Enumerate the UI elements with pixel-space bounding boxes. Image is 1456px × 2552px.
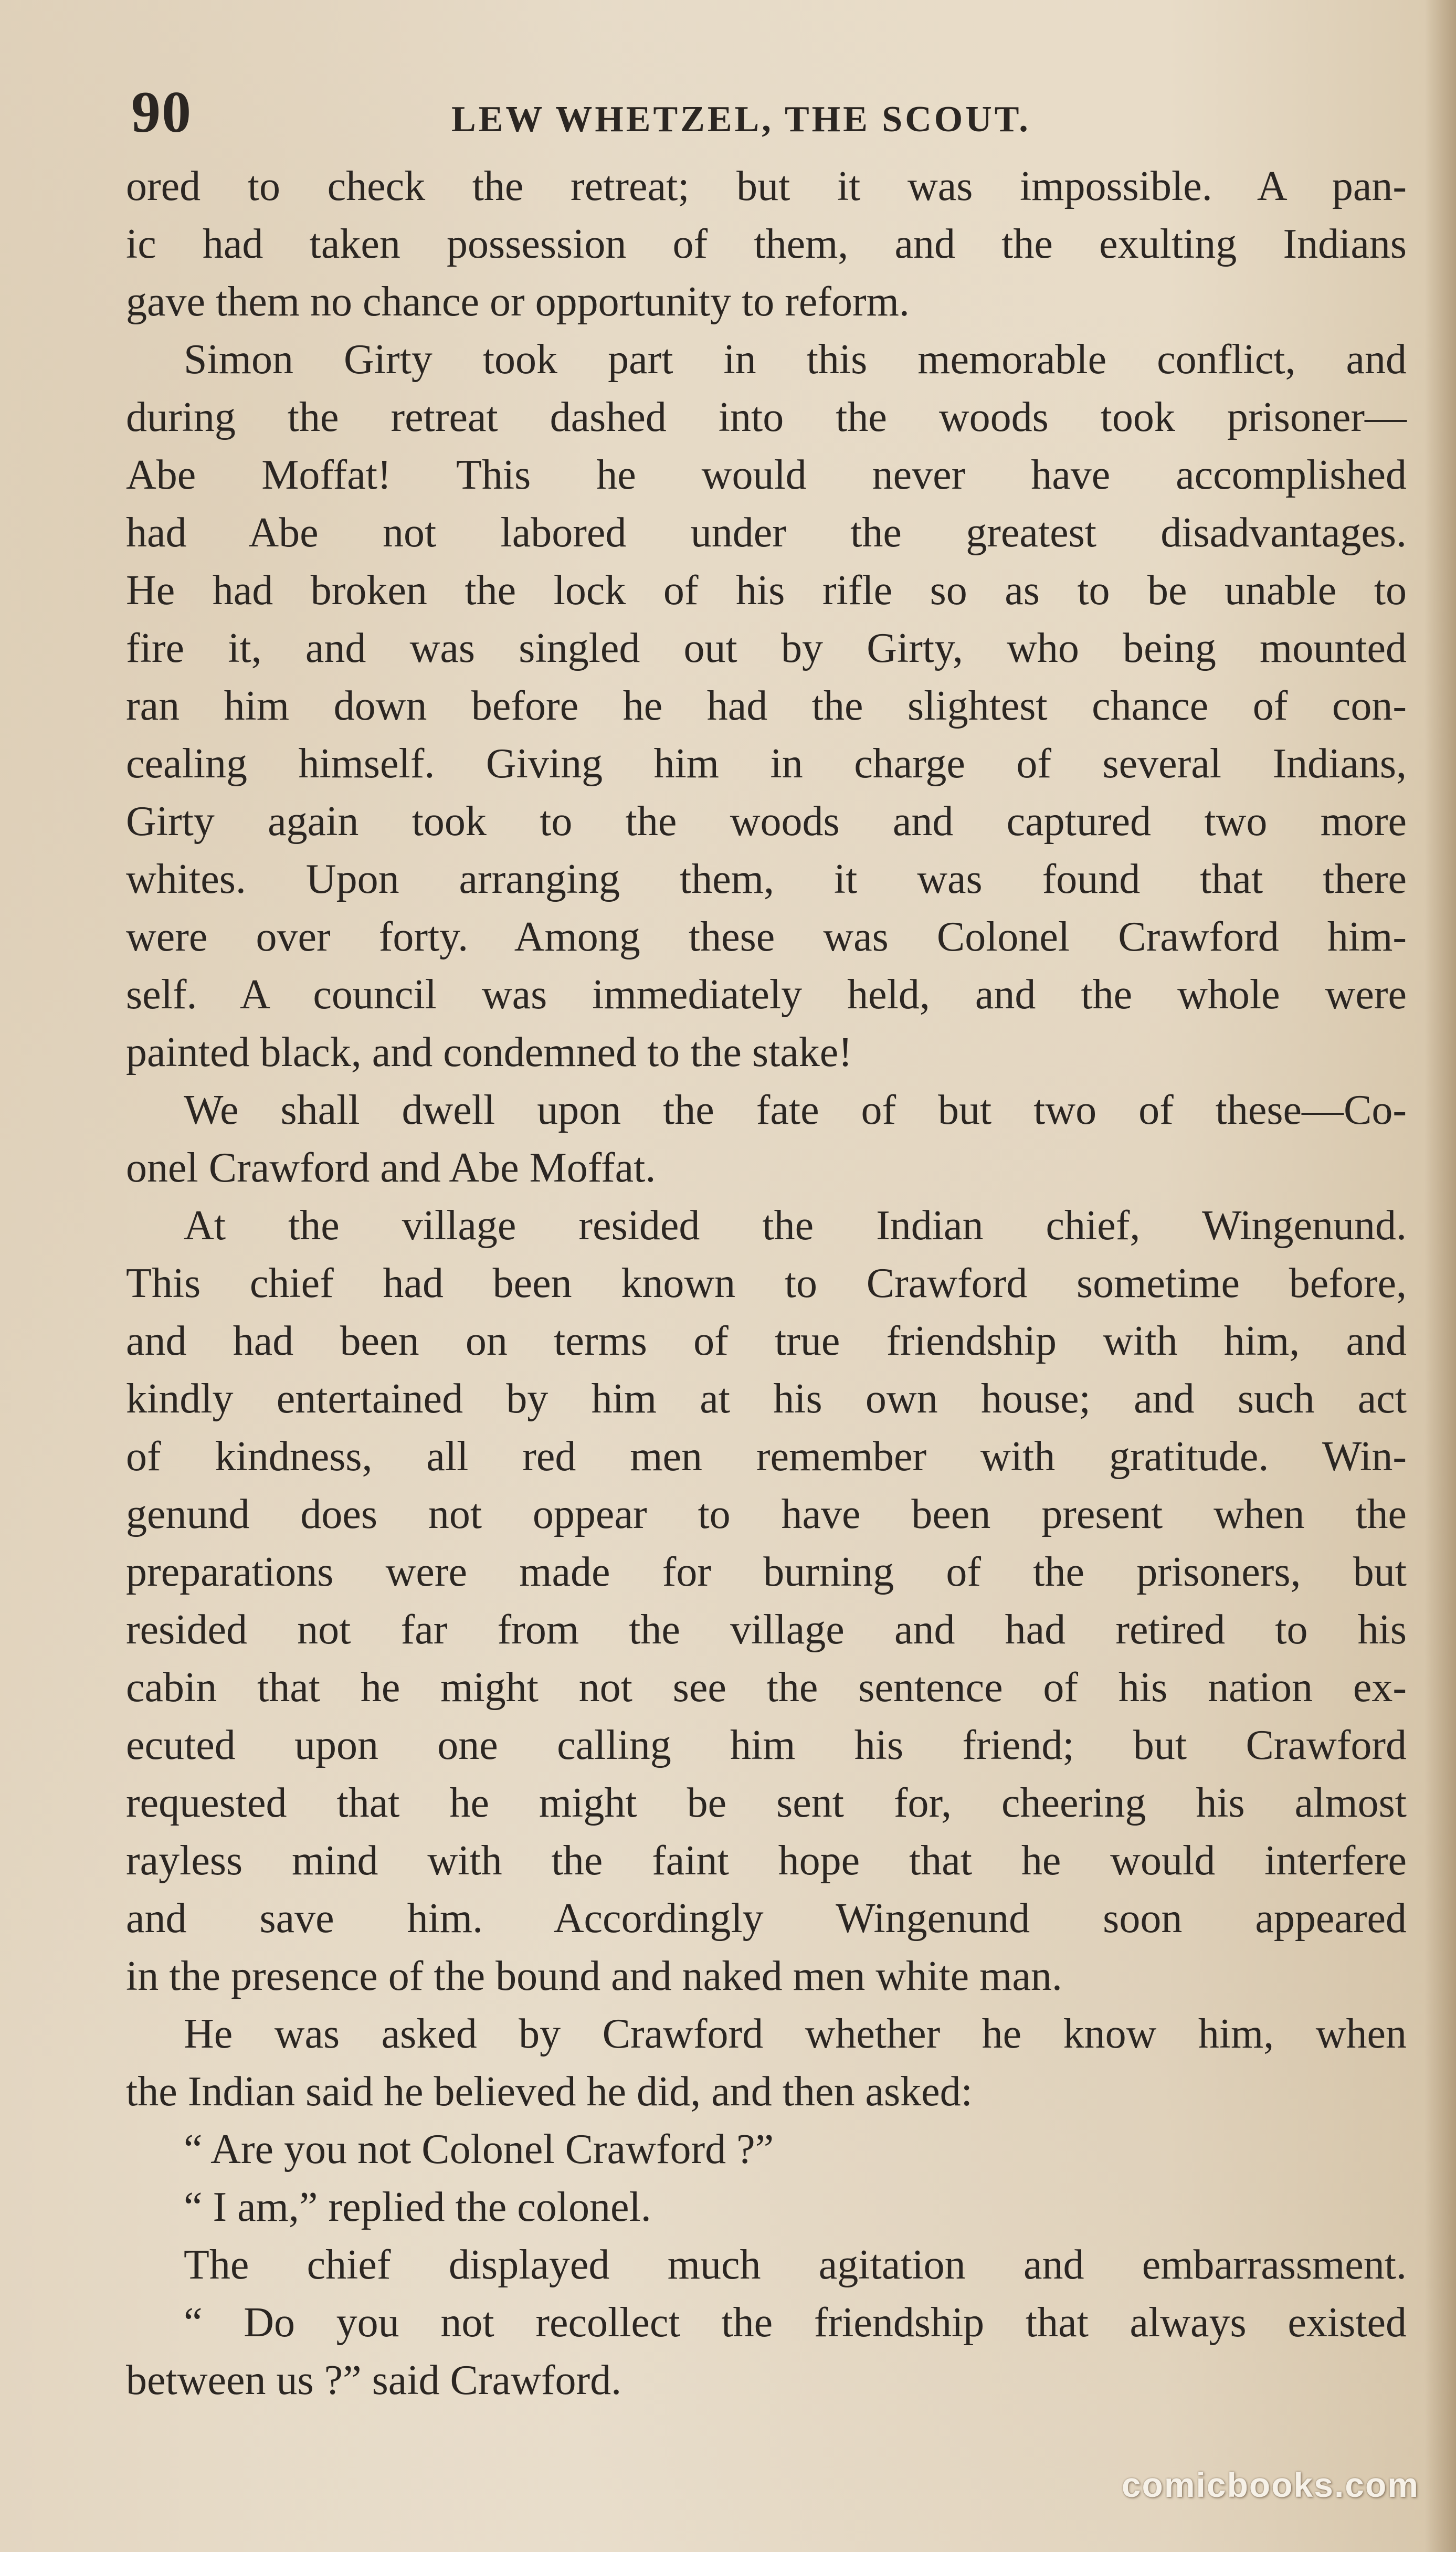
running-title: LEW WHETZEL, THE SCOUT. [451, 99, 1031, 140]
text-line: rayless mind with the faint hope that he would interfere [126, 1838, 1407, 1884]
running-head [126, 79, 1407, 152]
text-line: preparations were made for burning of the prisoners, but [126, 1549, 1407, 1595]
text-line: ecuted upon one calling him his friend; but Crawford [126, 1722, 1407, 1768]
text-line: whites. Upon arranging them, it was found that there [126, 856, 1407, 902]
text-line: ran him down before he had the slightest chance of con- [126, 683, 1407, 729]
page-edge-shadow [1425, 0, 1456, 2552]
text-line: genund does not oppear to have been present when the [126, 1491, 1407, 1537]
text-line: At the village resided the Indian chief, Wingenund. [184, 1203, 1407, 1249]
text-line: ored to check the retreat; but it was impossible. A pan- [126, 163, 1407, 209]
text-line: and save him. Accordingly Wingenund soon appeared [126, 1895, 1407, 1942]
text-line: of kindness, all red men remember with gratitude. Win- [126, 1433, 1407, 1480]
text-line: He had broken the lock of his rifle so as to be unable to [126, 567, 1407, 614]
text-line: cealing himself. Giving him in charge of several Indians, [126, 741, 1407, 787]
watermark: comicbooks.com [1121, 2465, 1419, 2504]
text-line: and had been on terms of true friendship with him, and [126, 1318, 1407, 1364]
text-line: The chief displayed much agitation and embarrassment. [184, 2242, 1407, 2288]
text-line: Girty again took to the woods and captured two more [126, 798, 1407, 845]
text-line: had Abe not labored under the greatest disadvantages. [126, 510, 1407, 556]
text-line: Abe Moffat! This he would never have accomplished [126, 452, 1407, 498]
text-line: kindly entertained by him at his own house; and such act [126, 1376, 1407, 1422]
text-line: in the presence of the bound and naked men white man. [126, 1953, 1062, 1999]
text-line: Simon Girty took part in this memorable conflict, and [184, 336, 1407, 383]
text-line: between us ?” said Crawford. [126, 2357, 622, 2403]
text-line: painted black, and condemned to the stake! [126, 1029, 852, 1075]
text-line: during the retreat dashed into the woods took prisoner— [126, 394, 1407, 440]
text-line: requested that he might be sent for, cheering his almost [126, 1780, 1407, 1826]
text-line: “ Do you not recollect the friendship that always existed [184, 2300, 1407, 2346]
text-line: cabin that he might not see the sentence of his nation ex- [126, 1664, 1407, 1711]
text-line: This chief had been known to Crawford sometime before, [126, 1260, 1407, 1306]
text-line: onel Crawford and Abe Moffat. [126, 1145, 656, 1191]
text-line: self. A council was immediately held, and the whole were [126, 972, 1407, 1018]
text-line: “ Are you not Colonel Crawford ?” [184, 2126, 774, 2173]
page-number: 90 [131, 80, 192, 145]
text-line: fire it, and was singled out by Girty, who being mounted [126, 625, 1407, 671]
text-line: the Indian said he believed he did, and then asked: [126, 2069, 973, 2115]
text-line: We shall dwell upon the fate of but two of these—Co- [184, 1087, 1407, 1133]
body-text [126, 157, 1407, 2409]
text-line: were over forty. Among these was Colonel Crawford him- [126, 914, 1407, 960]
text-line: He was asked by Crawford whether he know him, when [184, 2011, 1407, 2057]
text-line: resided not far from the village and had retired to his [126, 1607, 1407, 1653]
text-line: gave them no chance or opportunity to reform. [126, 279, 910, 325]
text-line: “ I am,” replied the colonel. [184, 2184, 651, 2230]
text-line: ic had taken possession of them, and the exulting Indians [126, 221, 1407, 267]
